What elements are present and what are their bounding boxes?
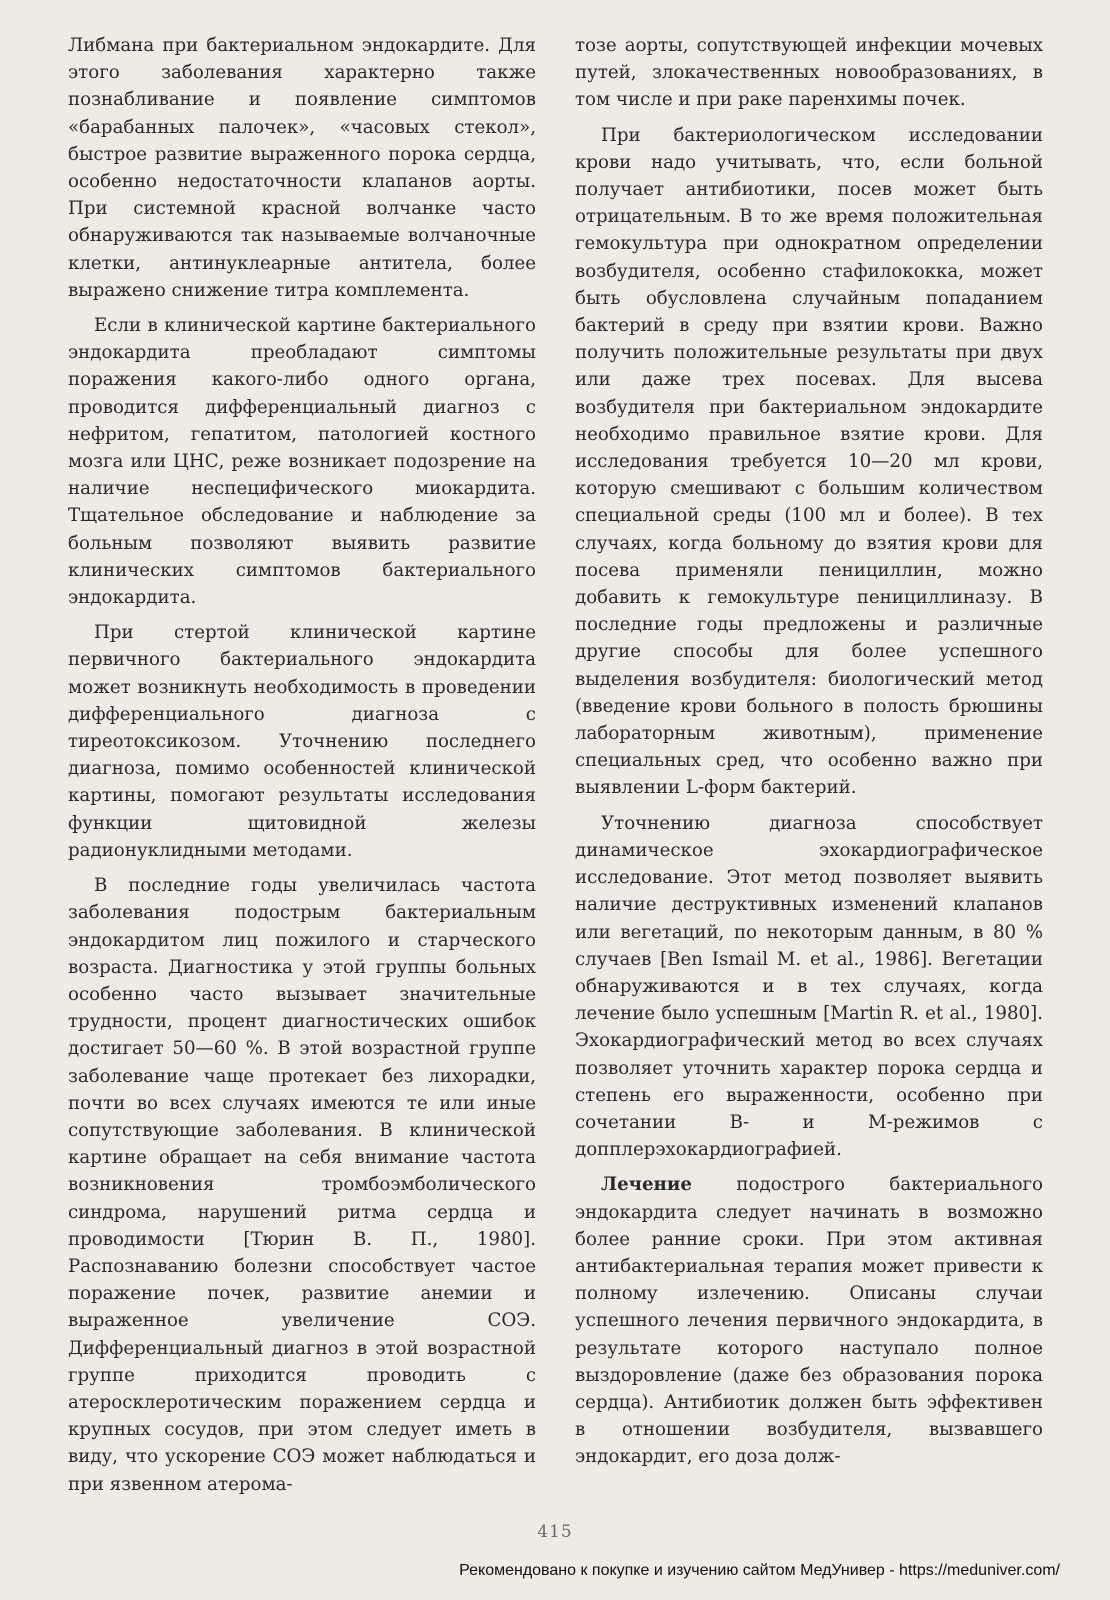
left-column [68, 32, 536, 1498]
paragraph: При стертой клинической картине первичного бактериального эндокардита может возникнуть необходимость в проведении дифференциального диагноза с тиреотоксикозом. Уточнению последнего диагноза, помимо особенностей клинической картины, помогают результаты исследования функции щитовидной железы радионуклидными методами. [68, 622, 536, 861]
right-column [575, 32, 1043, 1471]
paragraph: Либмана при бактериальном эндокардите. Для этого заболевания характерно также познабливание и появление симптомов «барабанных палочек», «часовых стекол», быстрое развитие выраженного порока сердца, особенно недостаточности клапанов аорты. При системной красной волчанке часто обнаруживаются так называемые волчаночные клетки, антинуклеарные антитела, более выражено снижение титра комплемента. [68, 35, 536, 301]
paragraph: Если в клинической картине бактериального эндокардита преобладают симптомы поражения какого-либо одного органа, проводится дифференциальный диагноз с нефритом, гепатитом, патологией костного мозга или ЦНС, реже возникает подозрение на наличие неспецифического миокардита. Тщательное обследование и наблюдение за больным позволяют выявить развитие клинических симптомов бактериального эндокардита. [68, 315, 536, 609]
paragraph: При бактериологическом исследовании крови надо учитывать, что, если больной получает антибиотики, посев может быть отрицательным. В то же время положительная гемокультура при однократном определении возбудителя, особенно стафилококка, может быть обусловлена случайным попаданием бактерий в среду при взятии крови. Важно получить положительные результаты при двух или даже трех посевах. Для высева возбудителя при бактериальном эндокардите необходимо правильное взятие крови. Для исследования требуется 10—20 мл крови, которую смешивают с большим количеством специальной среды (100 мл и более). В тех случаях, когда больному до взятия крови для посева применяли пенициллин, можно добавить к гемокультуре пенициллиназу. В последние годы предложены и различные другие способы для более успешного выделения возбудителя: биологический метод (введение крови больного в полость брюшины лабораторным животным), применение специальных сред, что особенно важно при выявлении L-форм бактерий. [575, 124, 1043, 799]
paragraph-treatment [575, 1171, 1043, 1470]
page-number: 415 [537, 1522, 573, 1542]
paragraph: тозе аорты, сопутствующей инфекции мочевых путей, злокачественных новообразованиях, в том числе и при раке паренхимы почек. [575, 35, 1043, 111]
paragraph: В последние годы увеличилась частота заболевания подострым бактериальным эндокардитом лиц пожилого и старческого возраста. Диагностика у этой группы больных особенно часто вызывает значительные трудности, процент диагностических ошибок достигает 50—60 %. В этой возрастной группе заболевание чаще протекает без лихорадки, почти во всех случаях имеются те или иные сопутствующие заболевания. В клинической картине обращает на себя внимание частота возникновения тромбоэмболического синдрома, нарушений ритма сердца и проводимости [Тюрин В. П., 1980]. Распознаванию болезни способствует частое поражение почек, развитие анемии и выраженное увеличение СОЭ. Дифференциальный диагноз в этой возрастной группе приходится проводить с атеросклеротическим поражением сердца и крупных сосудов, при этом следует иметь в виду, что ускорение СОЭ может наблюдаться и при язвенном атерома- [68, 875, 536, 1495]
paragraph: Уточнению диагноза способствует динамическое эхокардиографическое исследование. Этот метод позволяет выявить наличие деструктивных изменений клапанов или вегетаций, по некоторым данным, в 80 % случаев [Ben Ismail M. et al., 1986]. Вегетации обнаруживаются и в тех случаях, когда лечение было успешным [Martin R. et al., 1980]. Эхокардиографический метод во всех случаях позволяет уточнить характер порока сердца и степень его выраженности, особенно при сочетании В- и М-режимов с допплерэхокардиографией. [575, 812, 1043, 1161]
treatment-heading: Лечение [601, 1174, 692, 1196]
footer-watermark: Рекомендовано к покупке и изучению сайтом МедУнивер - https://meduniver.com/ [459, 1562, 1060, 1579]
treatment-text: подострого бактериального эндокардита следует начинать в возможно более ранние сроки. При этом активная антибактериальная терапия может привести к полному излечению. Описаны случаи успешного лечения первичного эндокардита, в результате которого наступало полное выздоровление (даже без образования порока сердца). Антибиотик должен быть эффективен в отношении возбудителя, вызвавшего эндокардит, его доза долж- [575, 1174, 1043, 1468]
